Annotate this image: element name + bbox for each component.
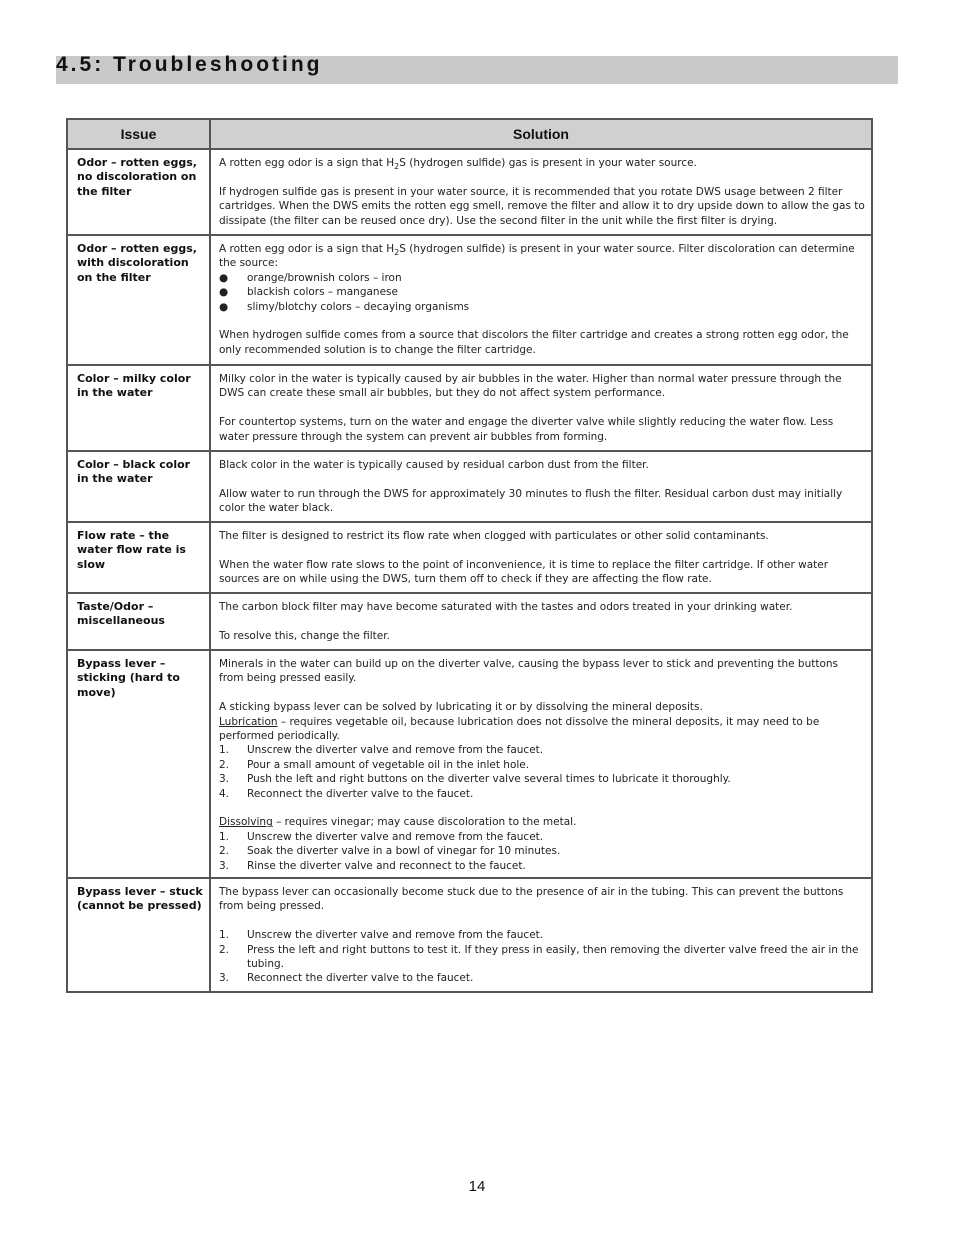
numbered-step xyxy=(219,943,865,972)
numbered-step xyxy=(219,928,865,942)
step-text: Unscrew the diverter valve and remove from the faucet. xyxy=(247,830,544,843)
step-number: 3. xyxy=(219,859,230,872)
step-number: 4. xyxy=(219,787,230,800)
bullet-icon: ● xyxy=(219,286,229,299)
numbered-step xyxy=(219,859,865,873)
issue-cell: Color – milky color in the water xyxy=(67,365,210,451)
text-span: – requires vinegar; may cause discoloration to the metal. xyxy=(272,816,577,829)
lubrication-label: Lubrication xyxy=(219,715,278,728)
step-number: 1. xyxy=(219,830,230,843)
solution-paragraph: For countertop systems, turn on the water and engage the diverter valve while slightly reducing the water flow. Less water pressure through the system can prevent air bubbles from forming. xyxy=(219,416,834,443)
solution-cell xyxy=(210,878,872,992)
section-title-bar xyxy=(56,53,898,84)
solution-cell xyxy=(210,593,872,650)
table-row xyxy=(67,878,872,992)
solution-paragraph: The carbon block filter may have become saturated with the tastes and odors treated in your drinking water. xyxy=(219,601,793,613)
subscript: 2 xyxy=(394,162,400,172)
numbered-step xyxy=(219,830,865,844)
solution-paragraph: If hydrogen sulfide gas is present in your water source, it is recommended that you rotate DWS usage between 2 filter cartridges. When the DWS emits the rotten egg smell, remove the filter and allow it to dry upside down to allow the gas to dissipate (the filter can be reused once dry). Use the second filter in the unit while the first filter is drying. xyxy=(219,185,865,227)
step-text: Reconnect the diverter valve to the faucet. xyxy=(247,972,474,985)
troubleshooting-table xyxy=(66,118,873,993)
bullet-icon: ● xyxy=(219,271,229,284)
issue-cell: Taste/Odor – miscellaneous xyxy=(67,593,210,650)
solution-cell xyxy=(210,650,872,878)
table-header-row xyxy=(67,119,872,149)
solution-paragraph: To resolve this, change the filter. xyxy=(219,629,390,642)
solution-paragraph: The filter is designed to restrict its flow rate when clogged with particulates or other solid contaminants. xyxy=(219,530,769,542)
table-row xyxy=(67,365,872,451)
step-text: Rinse the diverter valve and reconnect to the faucet. xyxy=(247,859,526,872)
lubrication-paragraph xyxy=(219,715,865,744)
page-number: 14 xyxy=(468,1178,486,1195)
text-span: A rotten egg odor is a sign that H xyxy=(219,157,395,169)
text-span: S (hydrogen sulfide) gas is present in your water source. xyxy=(399,157,697,169)
table-row xyxy=(67,451,872,522)
table-row xyxy=(67,235,872,365)
bullet-text: orange/brownish colors – iron xyxy=(247,271,402,284)
dissolving-paragraph xyxy=(219,815,865,829)
step-number: 1. xyxy=(219,744,230,757)
issue-cell: Bypass lever – stuck (cannot be pressed) xyxy=(67,878,210,992)
step-number: 2. xyxy=(219,845,230,858)
text-span: A rotten egg odor is a sign that H xyxy=(219,243,395,255)
table-row xyxy=(67,522,872,593)
solution-paragraph: A sticking bypass lever can be solved by lubricating it or by dissolving the mineral deposits. xyxy=(219,701,703,714)
step-text: Unscrew the diverter valve and remove from the faucet. xyxy=(247,929,544,942)
bullet-text: slimy/blotchy colors – decaying organisms xyxy=(247,300,470,313)
numbered-step xyxy=(219,844,865,858)
solution-paragraph: Allow water to run through the DWS for approximately 30 minutes to flush the filter. Residual carbon dust may initially color the water black. xyxy=(219,487,843,515)
numbered-step xyxy=(219,971,865,985)
step-text: Soak the diverter valve in a bowl of vinegar for 10 minutes. xyxy=(247,845,561,858)
bullet-item xyxy=(219,300,865,314)
text-span: S (hydrogen sulfide) is present in your water source. Filter discoloration can determine the source: xyxy=(219,243,855,270)
numbered-step xyxy=(219,772,865,786)
step-text: Reconnect the diverter valve to the faucet. xyxy=(247,787,474,800)
issue-cell: Color – black color in the water xyxy=(67,451,210,522)
numbered-step xyxy=(219,743,865,757)
subscript: 2 xyxy=(394,248,400,258)
step-number: 2. xyxy=(219,943,230,956)
dissolving-label: Dissolving xyxy=(219,816,273,829)
issue-cell: Odor – rotten eggs, no discoloration on the filter xyxy=(67,149,210,235)
step-text: Unscrew the diverter valve and remove from the faucet. xyxy=(247,744,544,757)
bullet-icon: ● xyxy=(219,300,229,313)
numbered-step xyxy=(219,787,865,801)
issue-cell: Flow rate – the water flow rate is slow xyxy=(67,522,210,593)
solution-paragraph xyxy=(219,242,865,271)
solution-cell xyxy=(210,149,872,235)
solution-paragraph xyxy=(219,156,865,170)
solution-paragraph: When hydrogen sulfide comes from a source that discolors the filter cartridge and creates a strong rotten egg odor, the only recommended solution is to change the filter cartridge. xyxy=(219,329,849,356)
step-number: 2. xyxy=(219,758,230,771)
solution-column-header: Solution xyxy=(210,119,872,149)
section-title: 4.5: Troubleshooting xyxy=(56,53,323,76)
solution-cell xyxy=(210,451,872,522)
solution-paragraph: Minerals in the water can build up on the diverter valve, causing the bypass lever to stick and preventing the buttons from being pressed easily. xyxy=(219,658,839,685)
bullet-item xyxy=(219,271,865,285)
bullet-text: blackish colors – manganese xyxy=(247,286,398,299)
step-text: Press the left and right buttons to test it. If they press in easily, then removing the diverter valve freed the air in the tubing. xyxy=(247,943,859,971)
step-text: Push the left and right buttons on the diverter valve several times to lubricate it thoroughly. xyxy=(247,773,731,786)
solution-paragraph: When the water flow rate slows to the point of inconvenience, it is time to replace the filter cartridge. If other water sources are on while using the DWS, turn them off to check if they are affecting the flow rate. xyxy=(219,558,829,586)
solution-paragraph: Black color in the water is typically caused by residual carbon dust from the filter. xyxy=(219,459,649,471)
numbered-step xyxy=(219,758,865,772)
issue-cell: Bypass lever – sticking (hard to move) xyxy=(67,650,210,878)
solution-cell xyxy=(210,522,872,593)
solution-cell xyxy=(210,235,872,365)
table-row xyxy=(67,593,872,650)
table-row xyxy=(67,650,872,878)
table-row xyxy=(67,149,872,235)
solution-paragraph: Milky color in the water is typically caused by air bubbles in the water. Higher than normal water pressure through the DWS can create these small air bubbles, but they do not affect system performance. xyxy=(219,373,842,400)
issue-cell: Odor – rotten eggs, with discoloration on the filter xyxy=(67,235,210,365)
solution-cell xyxy=(210,365,872,451)
step-text: Pour a small amount of vegetable oil in the inlet hole. xyxy=(247,758,530,771)
step-number: 1. xyxy=(219,929,230,942)
issue-column-header: Issue xyxy=(67,119,210,149)
text-span: – requires vegetable oil, because lubrication does not dissolve the mineral deposits, it may need to be performed periodically. xyxy=(219,715,820,743)
step-number: 3. xyxy=(219,773,230,786)
solution-paragraph: The bypass lever can occasionally become stuck due to the presence of air in the tubing. This can prevent the buttons from being pressed. xyxy=(219,886,844,913)
bullet-item xyxy=(219,285,865,299)
step-number: 3. xyxy=(219,972,230,985)
